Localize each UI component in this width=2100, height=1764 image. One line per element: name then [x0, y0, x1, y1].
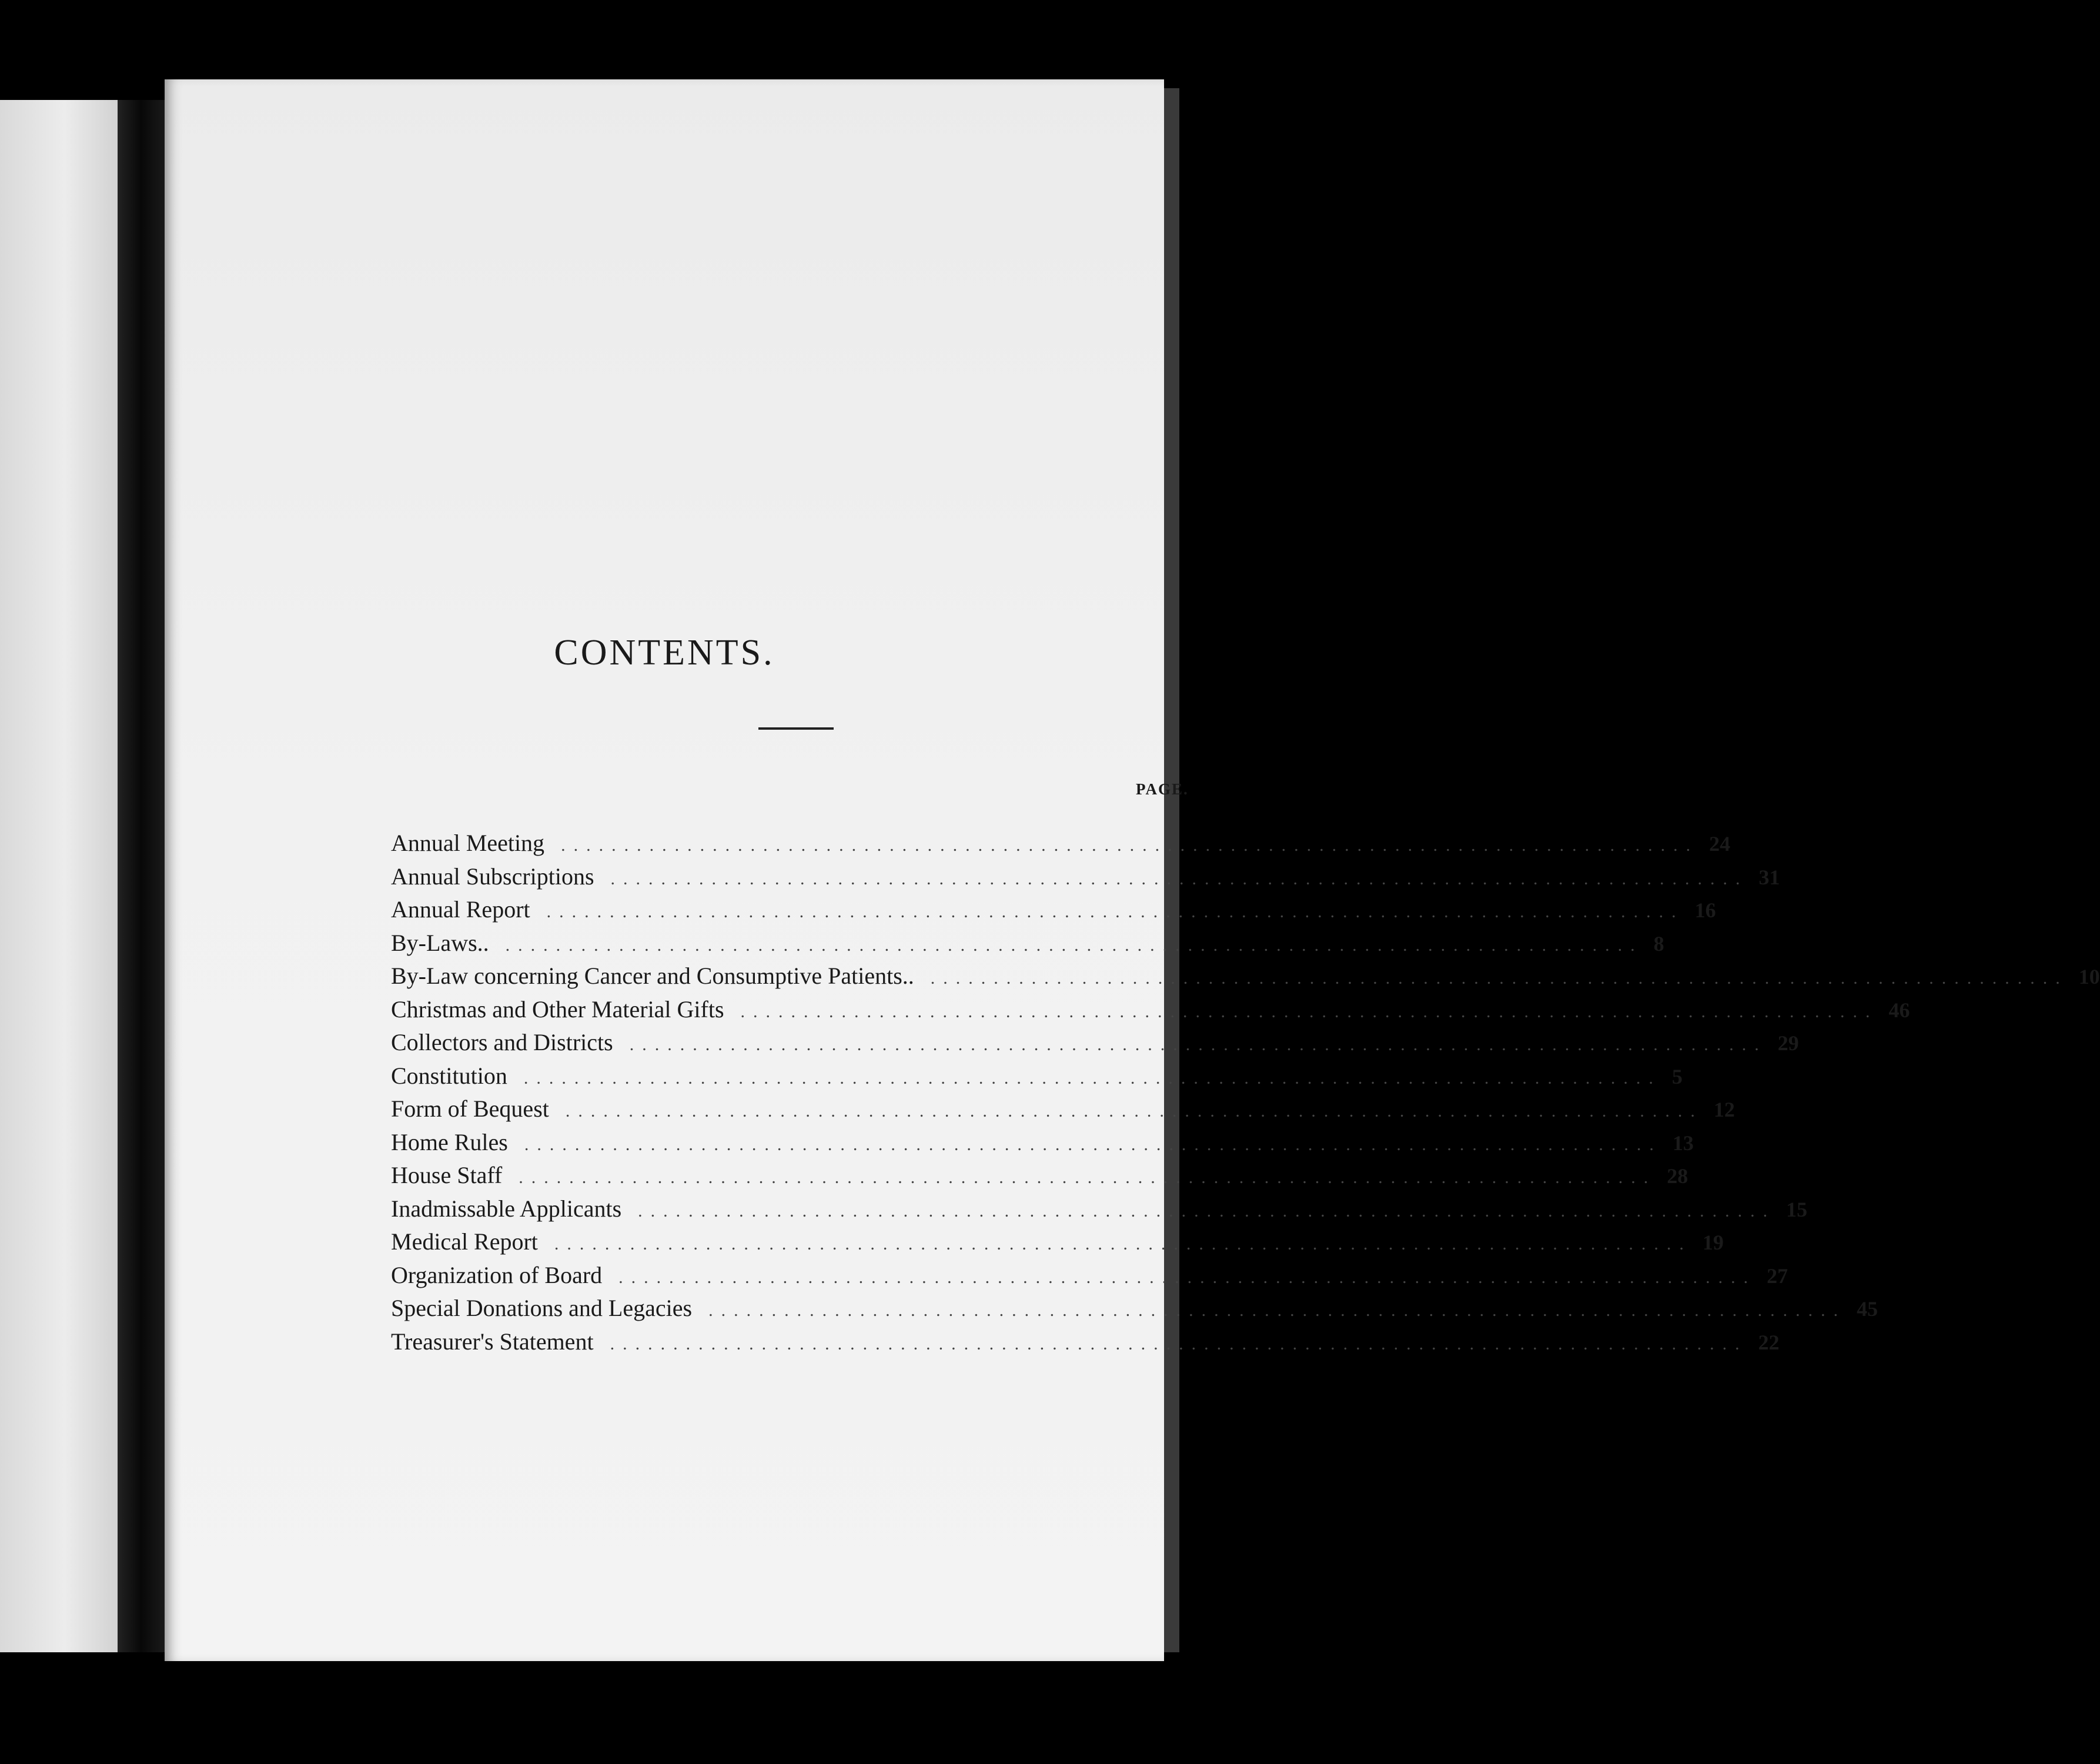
toc-entry: [391, 829, 1731, 863]
toc-entry-page: 13: [1672, 1131, 1694, 1155]
toc-entry-label: Form of Bequest: [391, 1095, 549, 1122]
dot-leader: ..........................................................................................: [610, 1334, 1748, 1354]
dot-leader: ..........................................................................................: [519, 1168, 1657, 1187]
dot-leader: ..........................................................................................: [708, 1301, 1847, 1320]
toc-entry: [391, 962, 2100, 995]
toc-entry-page: 24: [1709, 832, 1731, 856]
toc-entry: [391, 1095, 1735, 1128]
toc-entry-page: 45: [1857, 1297, 1878, 1321]
toc-entry-page: 27: [1767, 1264, 1788, 1288]
toc-entry-page: 15: [1786, 1197, 1808, 1221]
toc-entry: [391, 1195, 1808, 1228]
toc-entry: [391, 1294, 1878, 1328]
toc-entry: [391, 1328, 1780, 1361]
toc-entry-label: Annual Subscriptions: [391, 863, 594, 890]
toc-entry-page: 22: [1758, 1330, 1780, 1354]
toc-entry-label: Medical Report: [391, 1228, 538, 1255]
dot-leader: ..........................................................................................: [523, 1068, 1661, 1088]
toc-entry: [391, 896, 1716, 929]
toc-entry-label: Organization of Board: [391, 1261, 603, 1288]
page-column-header: PAGE.: [1136, 780, 1189, 798]
toc-entry-label: Inadmissable Applicants: [391, 1195, 622, 1222]
toc-entry-label: Special Donations and Legacies: [391, 1295, 693, 1321]
dot-leader: ..........................................................................................: [505, 935, 1643, 955]
dot-leader: ..........................................................................................: [610, 868, 1748, 888]
toc-entry-label: House Staff: [391, 1162, 503, 1188]
dot-leader: ..........................................................................................: [561, 836, 1699, 855]
dot-leader: ..........................................................................................: [524, 1134, 1662, 1154]
toc-entry-page: 29: [1777, 1031, 1799, 1055]
toc-entry-label: Annual Report: [391, 896, 530, 923]
dot-leader: ..........................................................................................: [629, 1035, 1767, 1054]
toc-entry: [391, 1128, 1694, 1162]
toc-entry-page: 28: [1667, 1164, 1688, 1188]
book-gutter: [118, 100, 165, 1652]
toc-entry-label: Home Rules: [391, 1128, 508, 1155]
toc-entry: [391, 863, 1780, 896]
toc-entry-label: Collectors and Districts: [391, 1029, 613, 1055]
toc-entry-label: Christmas and Other Material Gifts: [391, 995, 724, 1023]
toc-entry-label: Treasurer's Statement: [391, 1328, 594, 1355]
toc-entry-page: 8: [1653, 931, 1664, 956]
toc-entry: [391, 1228, 1724, 1261]
toc-entry: [391, 1028, 1799, 1062]
left-page: [0, 100, 118, 1652]
toc-entry: [391, 1062, 1683, 1095]
toc-entry-page: 31: [1758, 865, 1780, 889]
contents-page: [165, 79, 2100, 1661]
dot-leader: ..........................................................................................: [930, 968, 2068, 988]
toc-entry-page: 5: [1671, 1064, 1683, 1088]
title-rule: [758, 727, 834, 730]
toc-entry: [391, 1161, 1688, 1195]
dot-leader: ..........................................................................................: [565, 1101, 1703, 1121]
dot-leader: ..........................................................................................: [638, 1201, 1776, 1221]
dot-leader: ..........................................................................................: [740, 1001, 1878, 1021]
dot-leader: ..........................................................................................: [546, 902, 1684, 921]
toc-entry: [391, 929, 1664, 963]
toc-entry-label: Annual Meeting: [391, 830, 545, 856]
toc-entry-page: 19: [1702, 1231, 1724, 1254]
toc-entry-page: 46: [1888, 998, 1910, 1022]
toc-list: [391, 829, 2100, 1361]
toc-entry: [391, 1261, 1788, 1295]
toc-entry-page: 12: [1713, 1098, 1735, 1121]
page-title: CONTENTS.: [554, 633, 775, 673]
toc-entry-label: Constitution: [391, 1062, 507, 1089]
dot-leader: ..........................................................................................: [554, 1234, 1692, 1254]
toc-entry-page: 10: [2078, 965, 2100, 988]
dot-leader: ..........................................................................................: [618, 1267, 1757, 1287]
toc-entry-page: 16: [1694, 898, 1716, 922]
toc-entry-label: By-Laws..: [391, 929, 489, 956]
toc-entry: [391, 995, 1910, 1029]
toc-entry-label: By-Law concerning Cancer and Consumptive Patients..: [391, 963, 914, 989]
